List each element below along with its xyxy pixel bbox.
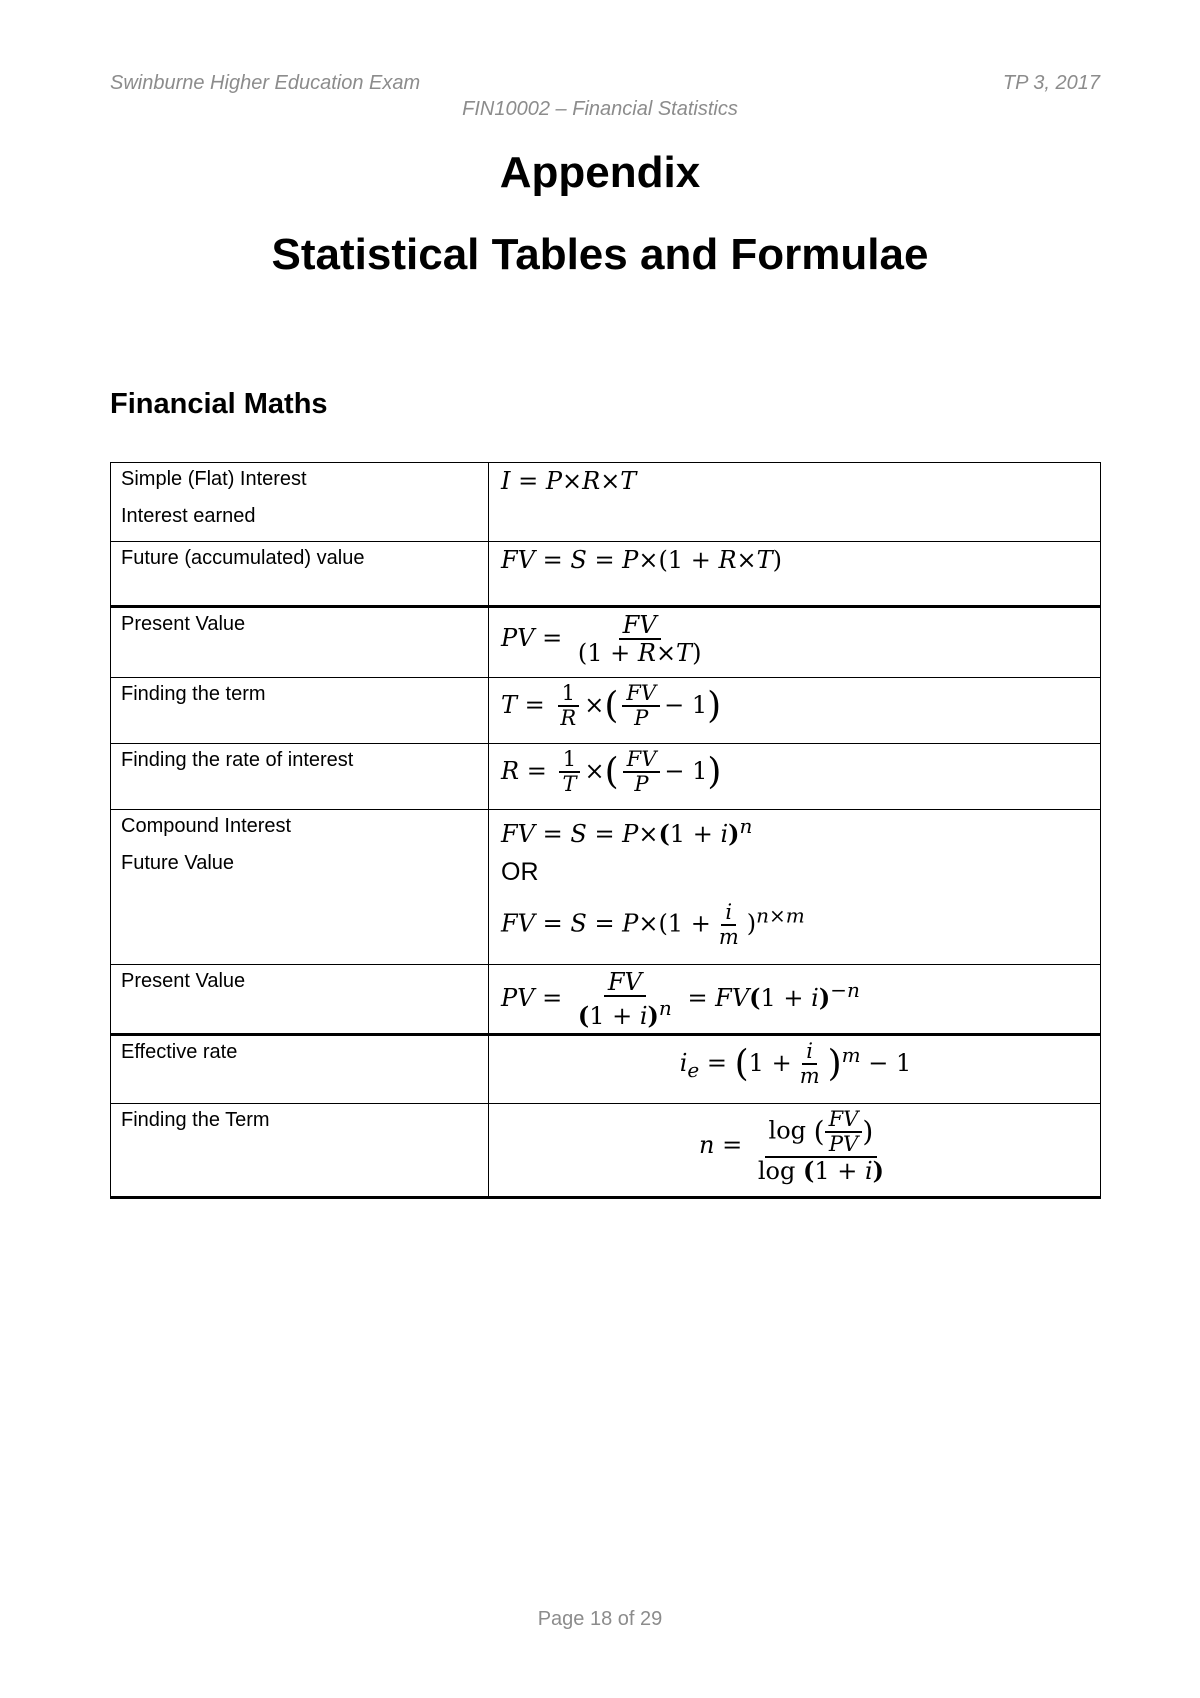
formula-simple-interest: I = P×R×T (489, 463, 1101, 542)
table-row (111, 965, 1101, 1035)
formula-compound-future-value: FV = $S = P\times(1 + i)^n$ OR FV = S = P×(1 + $\frac{i}{m}$ )$^{n\times m}$ (489, 810, 1101, 965)
row-label (111, 1104, 489, 1198)
header-center: FIN10002 – Financial Statistics (462, 98, 738, 120)
label-line: Future (accumulated) value (121, 547, 365, 569)
row-label (111, 607, 489, 678)
label-line: Effective rate (121, 1041, 238, 1063)
or-text: OR (501, 858, 539, 886)
label-line: Present Value (121, 613, 246, 635)
label-line: Simple (Flat) Interest (121, 468, 307, 490)
row-label (111, 744, 489, 810)
formula-compound-present-value: PV = $\frac{FV}{(1 + i)^n}$ = $FV(1 + i)^{-n}$ (489, 965, 1101, 1035)
page-title: Appendix (499, 148, 701, 197)
label-line: Present Value (121, 970, 246, 992)
section-heading: Financial Maths (110, 388, 328, 420)
table-row (111, 810, 1101, 965)
label-line: Finding the term (121, 683, 266, 705)
formula-table (110, 462, 1101, 1199)
label-line: Interest earned (121, 505, 256, 527)
row-label (111, 1035, 489, 1104)
table-row (111, 542, 1101, 607)
table-row (111, 678, 1101, 744)
label-line: Future Value (121, 852, 235, 874)
header-left: Swinburne Higher Education Exam (110, 72, 421, 94)
table-row (111, 744, 1101, 810)
label-line: Finding the rate of interest (121, 749, 354, 771)
row-label (111, 810, 489, 965)
table-row (111, 607, 1101, 678)
formula-finding-term-compound: n = log ( $\frac{FV}{PV}$ ) log (1 + i) (489, 1104, 1101, 1198)
table-row (111, 1104, 1101, 1198)
header-right: TP 3, 2017 (1002, 72, 1100, 94)
row-label (111, 678, 489, 744)
label-line: Finding the Term (121, 1109, 270, 1131)
formula-present-value: PV = $\frac{FV}{(1 + R\times T)}$ (489, 607, 1101, 678)
formula-future-value: FV = S = P×(1 + R×T) (489, 542, 1101, 607)
formula-effective-rate: $i_e = (1$ + $\frac{i}{m}$ )$^m$ − 1 (489, 1035, 1101, 1104)
table-row (111, 463, 1101, 542)
page-number: Page 18 of 29 (537, 1608, 663, 1630)
label-line: Compound Interest (121, 815, 292, 837)
row-label (111, 965, 489, 1035)
formula-finding-rate: R = $\frac{1}{T}$ ×( $\frac{FV}{P}$ − 1) (489, 744, 1101, 810)
table-row (111, 1035, 1101, 1104)
formula-finding-term: T = $\frac{1}{R}$ ×( $\frac{FV}{P}$ − 1) (489, 678, 1101, 744)
row-label (111, 542, 489, 607)
page-subtitle: Statistical Tables and Formulae (271, 230, 929, 279)
row-label (111, 463, 489, 542)
